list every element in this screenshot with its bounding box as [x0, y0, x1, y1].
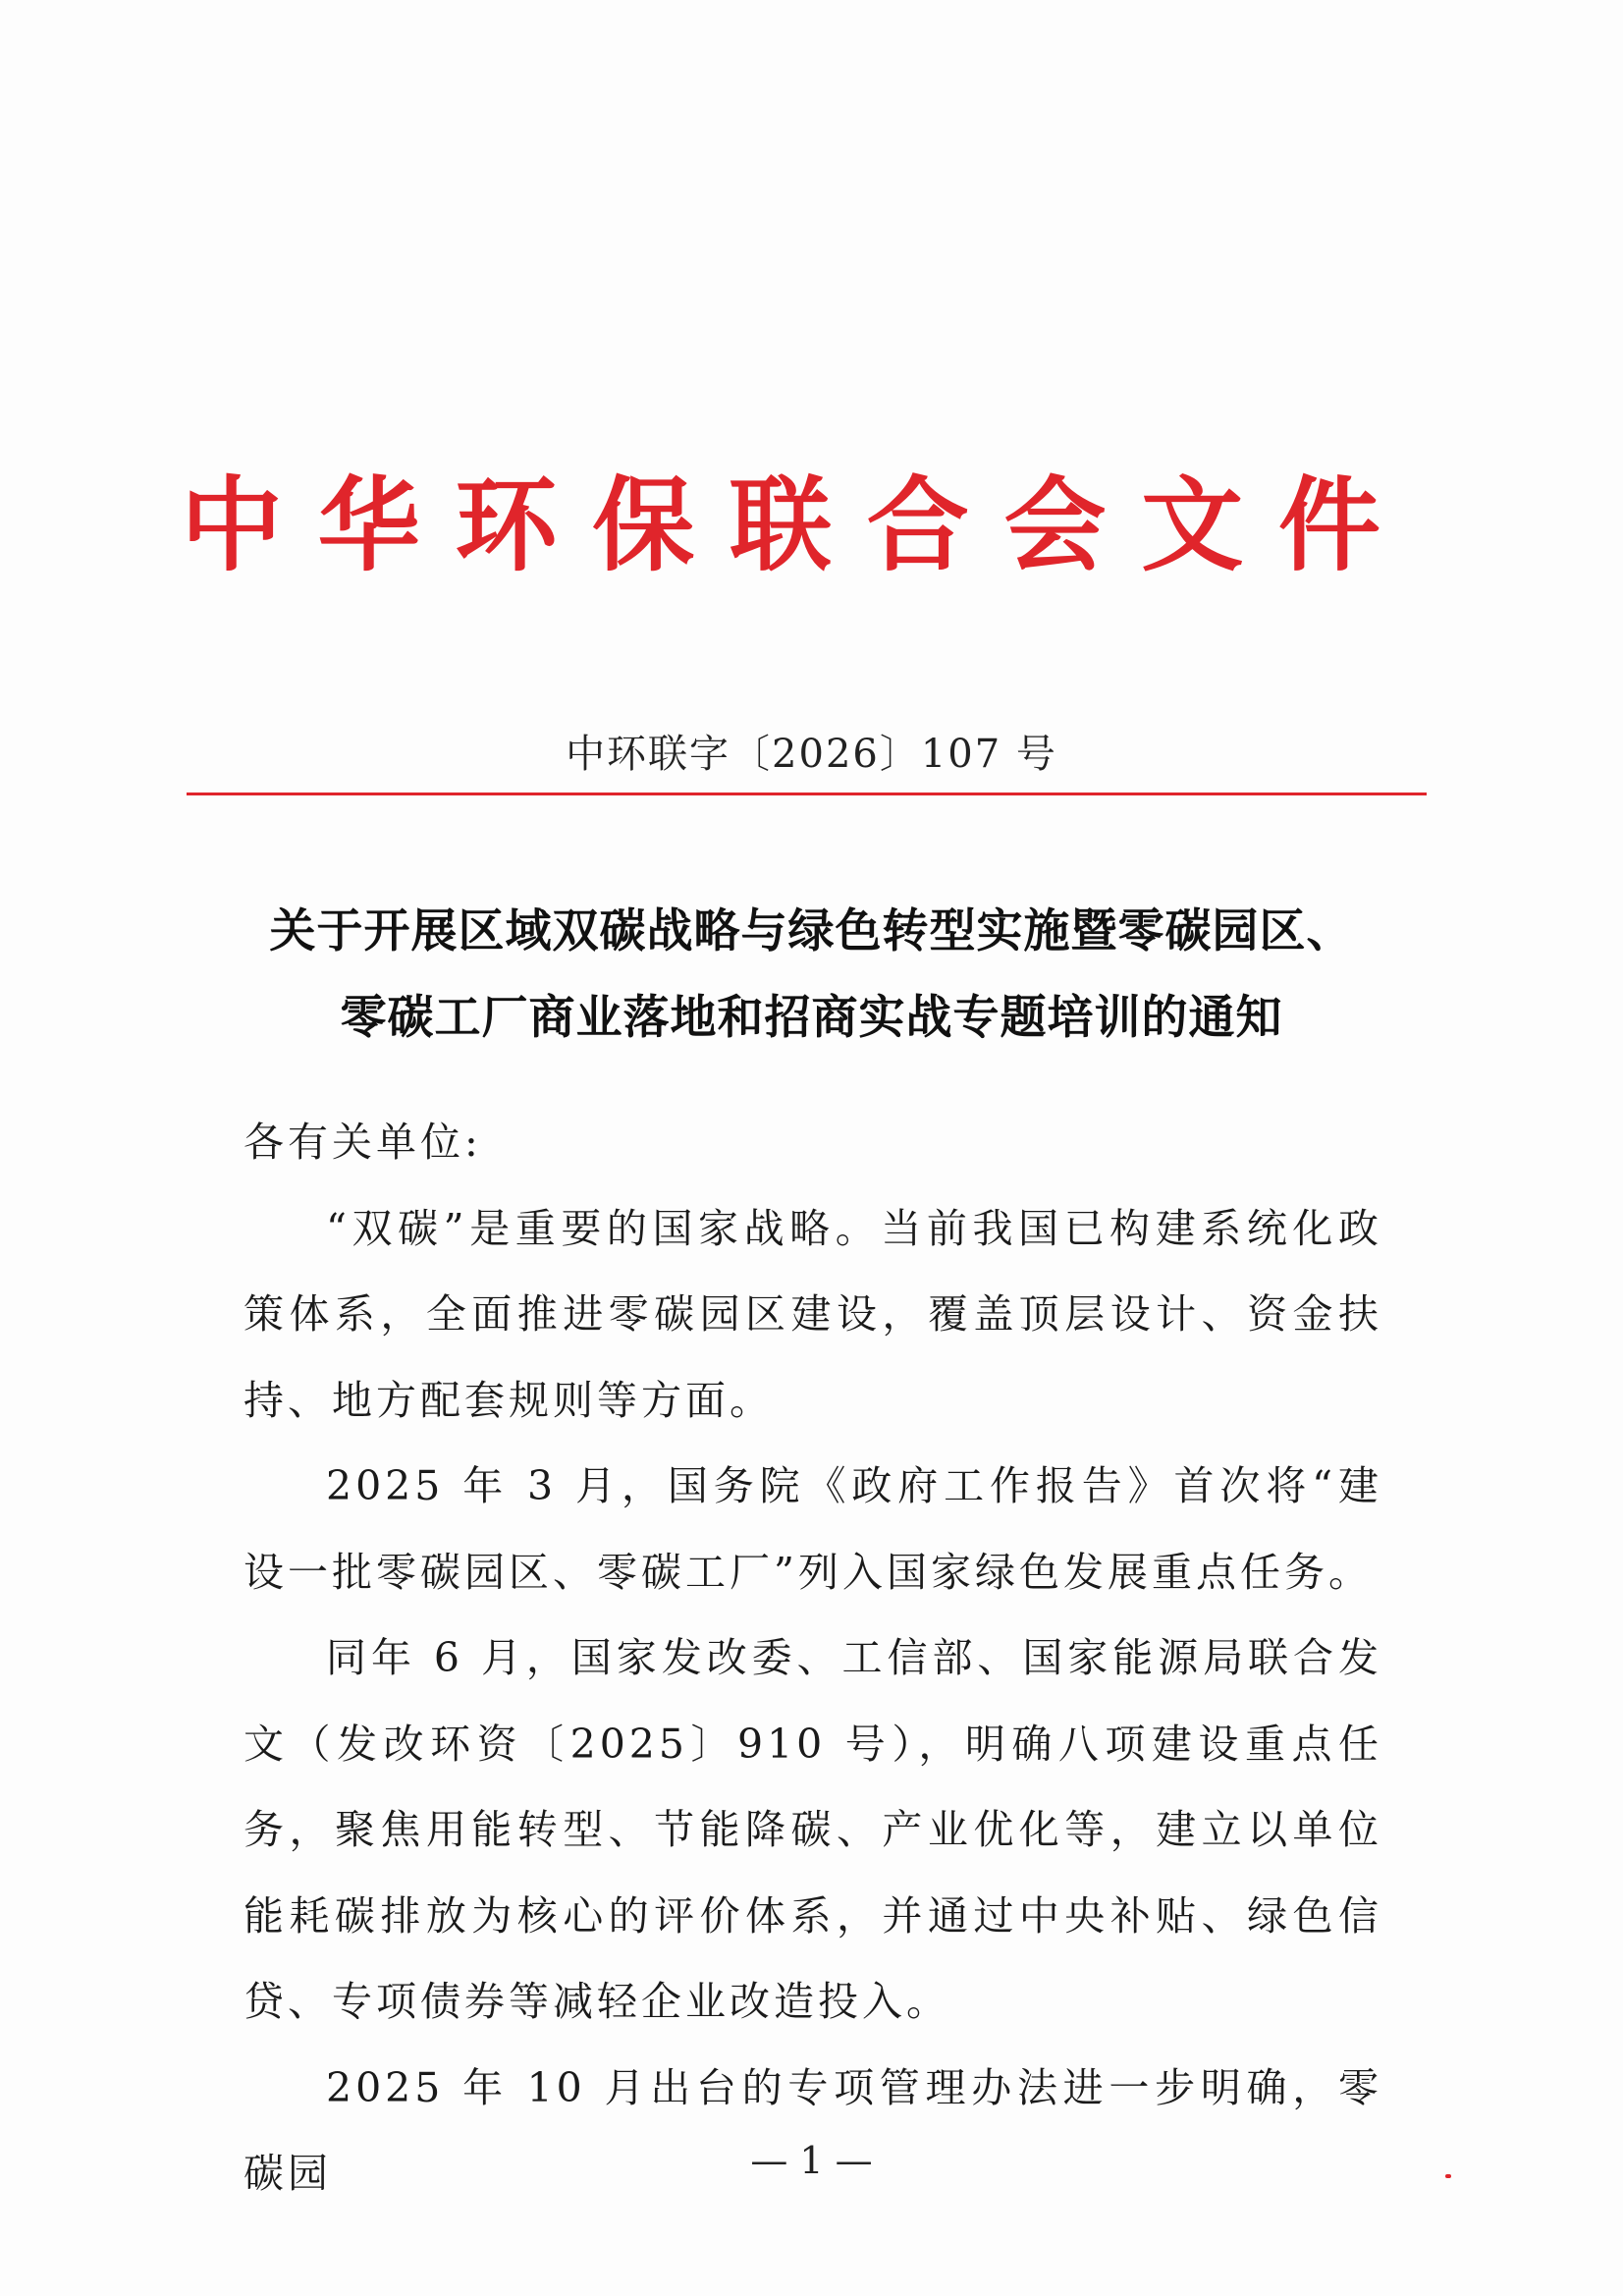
notice-title: [196, 889, 1427, 1062]
body-paragraph: 同年 6 月，国家发改委、工信部、国家能源局联合发文（发改环资〔2025〕910 号），明确八项建设重点任务，聚焦用能转型、节能降碳、产业优化等，建立以单位能耗碳排放为核心的评价体系，并通过中央补贴、绿色信贷、专项债券等减轻企业改造投入。: [243, 1634, 1382, 2025]
header-char: 保: [592, 465, 695, 585]
header-char: 文: [1141, 465, 1244, 585]
document-header-title: [177, 462, 1384, 589]
red-ink-dot: [1445, 2174, 1451, 2178]
header-char: 中: [180, 465, 283, 585]
body-paragraph: “双碳”是重要的国家战略。当前我国已构建系统化政策体系，全面推进零碳园区建设，覆盖顶层设计、资金扶持、地方配套规则等方面。: [243, 1204, 1382, 1424]
notice-body: [243, 1100, 1382, 2217]
salutation: 各有关单位:: [243, 1119, 482, 1166]
header-char: 环: [455, 465, 558, 585]
header-char: 件: [1277, 465, 1380, 585]
body-paragraph: 2025 年 10 月出台的专项管理办法进一步明确，零碳园: [243, 2063, 1382, 2197]
body-paragraph: 2025 年 3 月，国务院《政府工作报告》首次将“建设一批零碳园区、零碳工厂”列入国家绿色发展重点任务。: [243, 1462, 1382, 1596]
header-char: 会: [1003, 465, 1107, 585]
red-divider-line: [187, 793, 1427, 795]
header-char: 华: [317, 465, 420, 585]
header-char: 联: [729, 465, 832, 585]
document-number: 中环联字〔2026〕107 号: [566, 732, 1057, 777]
page-number: — 1 —: [750, 2139, 873, 2182]
header-char: 合: [866, 465, 969, 585]
notice-title-line: 零碳工厂商业落地和招商实战专题培训的通知: [340, 991, 1283, 1045]
notice-title-line: 关于开展区域双碳战略与绿色转型实施暨零碳园区、: [269, 904, 1354, 958]
